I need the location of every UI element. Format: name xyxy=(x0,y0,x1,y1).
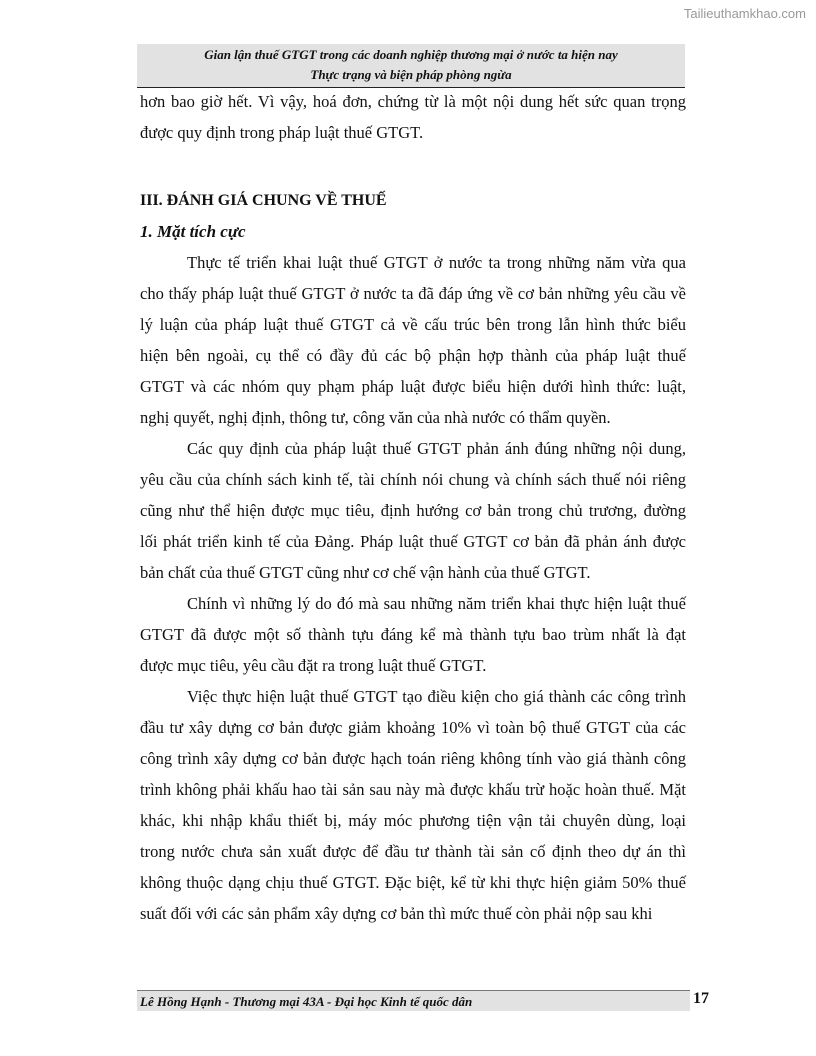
text-line: Các quy định của pháp luật thuế GTGT phản ánh đúng những nội dung, xyxy=(187,439,686,458)
text-line: công trình xây dựng cơ bản được hạch toán riêng không tính vào giá thành công xyxy=(140,749,686,768)
header-line-2: Thực trạng và biện pháp phòng ngừa xyxy=(310,67,512,82)
section-heading: III. ĐÁNH GIÁ CHUNG VỀ THUẾ xyxy=(140,192,387,209)
text-line: được mục tiêu, yêu cầu đặt ra trong luật thuế GTGT. xyxy=(140,656,487,675)
text-line: hiện bên ngoài, cụ thể có đầy đủ các bộ phận hợp thành của pháp luật thuế xyxy=(140,346,686,365)
header-line-1: Gian lận thuế GTGT trong các doanh nghiệp thương mại ở nước ta hiện nay xyxy=(204,47,618,62)
text-line: hơn bao giờ hết. Vì vậy, hoá đơn, chứng từ là một nội dung hết sức quan trọng xyxy=(140,92,686,111)
text-line: lối phát triển kinh tế của Đảng. Pháp luật thuế GTGT cơ bản đã phản ánh được xyxy=(140,532,686,551)
text-line: nghị quyết, nghị định, thông tư, công văn của nhà nước có thẩm quyền. xyxy=(140,408,611,427)
text-line: không thuộc dạng chịu thuế GTGT. Đặc biệt, kể từ khi thực hiện giảm 50% thuế xyxy=(140,873,686,892)
text-line: Thực tế triển khai luật thuế GTGT ở nước ta trong những năm vừa qua xyxy=(187,253,686,272)
body-text xyxy=(140,86,686,929)
watermark: Tailieuthamkhao.com xyxy=(683,6,806,21)
text-line: cũng như thể hiện được mục tiêu, định hướng cơ bản trong chủ trương, đường xyxy=(140,501,686,520)
page-number: 17 xyxy=(693,990,709,1007)
text-line: đầu tư xây dựng cơ bản được giảm khoảng 10% vì toàn bộ thuế GTGT của các xyxy=(140,718,686,737)
text-line: trong nước chưa sản xuất được để đầu tư thành tài sản cố định theo dự án thì xyxy=(140,842,686,861)
subheading: 1. Mặt tích cực xyxy=(140,222,246,241)
text-line: GTGT đã được một số thành tựu đáng kể mà thành tựu bao trùm nhất là đạt xyxy=(140,625,686,644)
running-footer: Lê Hồng Hạnh - Thương mại 43A - Đại học Kinh tế quốc dân xyxy=(137,990,690,1011)
text-line: bản chất của thuế GTGT cũng như cơ chế vận hành của thuế GTGT. xyxy=(140,563,591,582)
paragraph xyxy=(140,433,686,588)
text-line: trình không phải khấu hao tài sản sau này mà được khấu trừ hoặc hoàn thuế. Mặt xyxy=(140,780,686,799)
text-line: khác, khi nhập khẩu thiết bị, máy móc phương tiện vận tải chuyên dùng, loại xyxy=(140,811,686,830)
text-line: GTGT và các nhóm quy phạm pháp luật được biểu hiện dưới hình thức: luật, xyxy=(140,377,686,396)
text-line: lý luận của pháp luật thuế GTGT cả về cấu trúc bên trong lẫn hình thức biểu xyxy=(140,315,686,334)
running-header xyxy=(137,44,685,88)
text-line: Chính vì những lý do đó mà sau những năm triển khai thực hiện luật thuế xyxy=(187,594,686,613)
paragraph xyxy=(140,681,686,929)
text-line: yêu cầu của chính sách kinh tế, tài chính nói chung và chính sách thuế nói riêng xyxy=(140,470,686,489)
text-line: Việc thực hiện luật thuế GTGT tạo điều kiện cho giá thành các công trình xyxy=(187,687,686,706)
text-line: suất đối với các sản phẩm xây dựng cơ bản thì mức thuế còn phải nộp sau khi xyxy=(140,904,653,923)
paragraph xyxy=(140,247,686,433)
text-line: cho thấy pháp luật thuế GTGT ở nước ta đã đáp ứng về cơ bản những yêu cầu về xyxy=(140,284,686,303)
text-line: được quy định trong pháp luật thuế GTGT. xyxy=(140,123,424,142)
paragraph xyxy=(140,588,686,681)
